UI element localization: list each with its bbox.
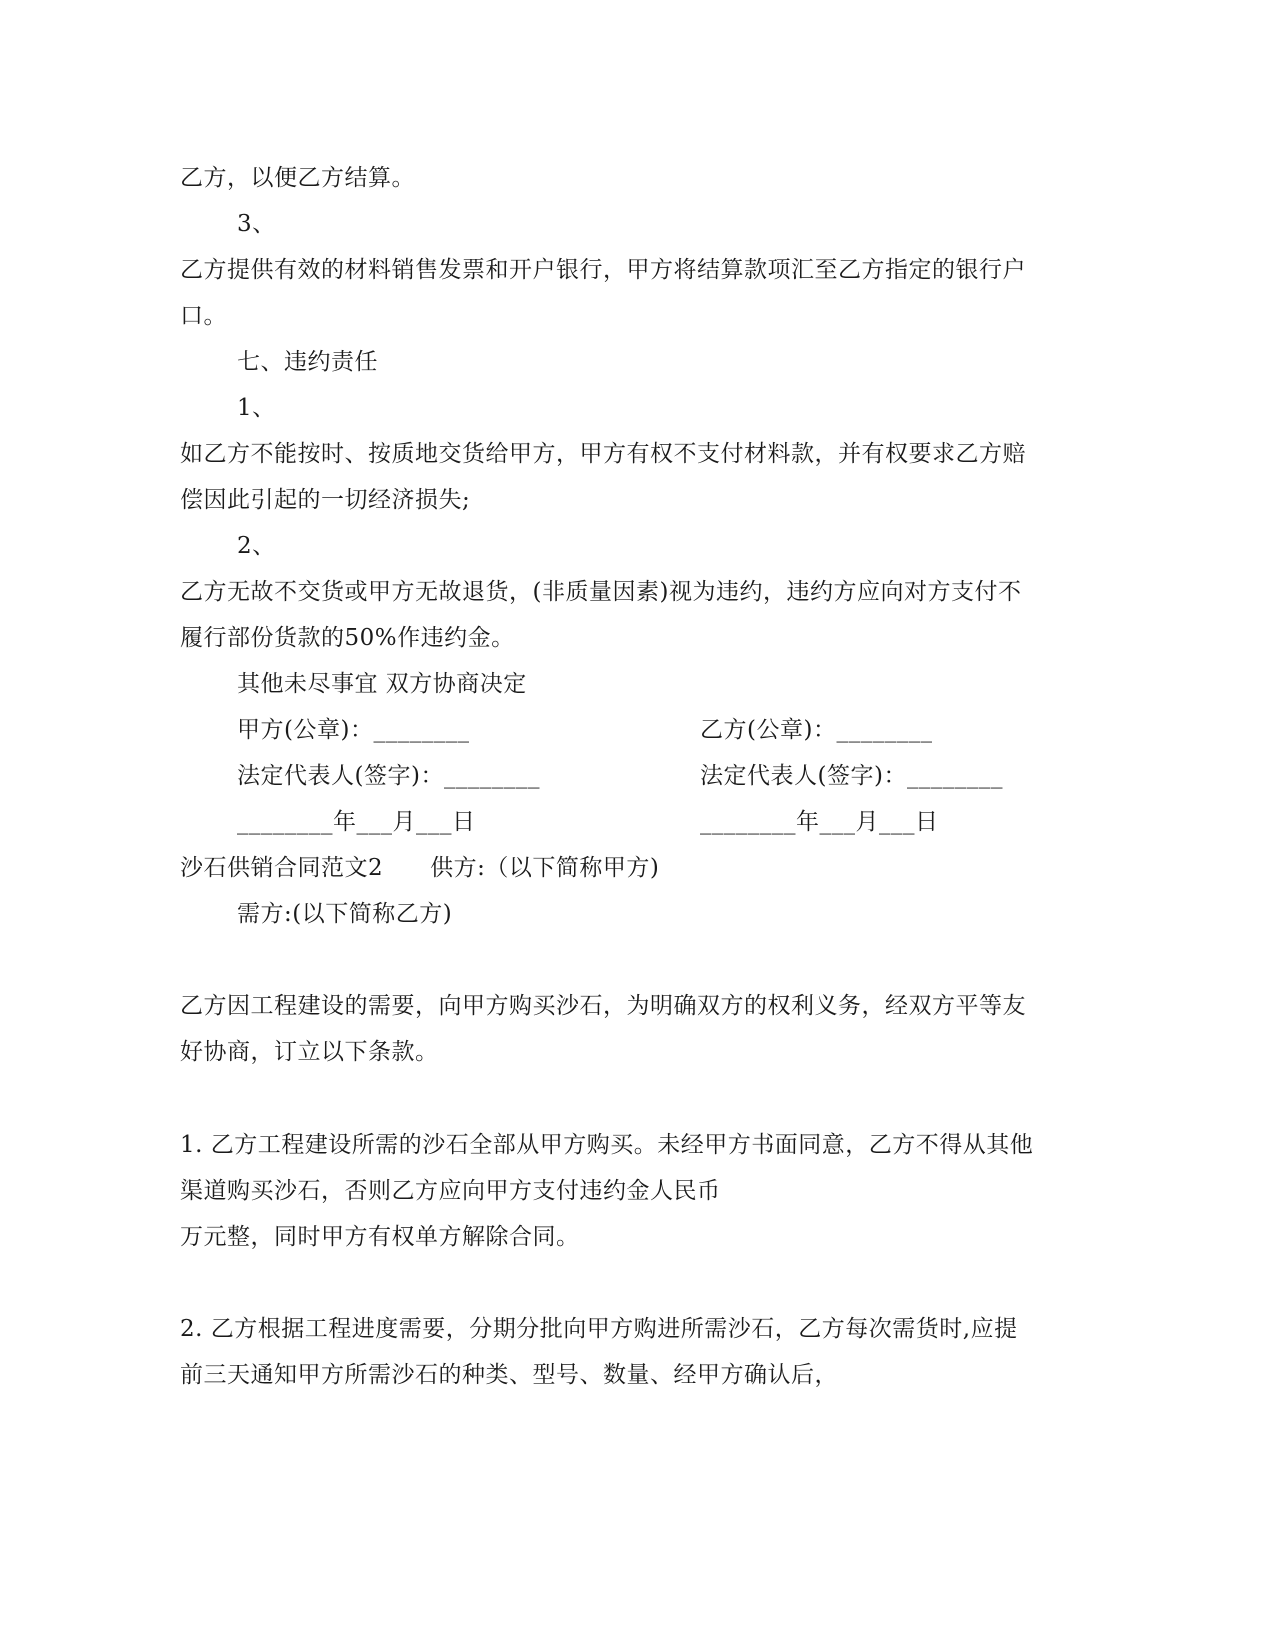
paragraph-line: 如乙方不能按时、按质地交货给甲方，甲方有权不支付材料款，并有权要求乙方赔 [180, 441, 1026, 467]
paragraph-line: 乙方，以便乙方结算。 [180, 165, 415, 191]
party-b-rep-line: 法定代表人(签字)：________ [700, 763, 1003, 789]
paragraph-line: 乙方无故不交货或甲方无故退货，(非质量因素)视为违约，违约方应向对方支付不 [180, 579, 1022, 605]
clause-number: 1、 [237, 395, 276, 421]
party-a-rep-line: 法定代表人(签字)：________ [237, 763, 540, 789]
paragraph-line: 偿因此引起的一切经济损失; [180, 487, 471, 513]
party-b-seal-line: 乙方(公章)：________ [700, 717, 933, 743]
paragraph-line: 其他未尽事宜 双方协商决定 [237, 671, 527, 697]
clause-2-line: 2. 乙方根据工程进度需要，分期分批向甲方购进所需沙石，乙方每次需货时,应提 [180, 1316, 1018, 1342]
paragraph-line: 口。 [180, 303, 227, 329]
intro-line: 乙方因工程建设的需要，向甲方购买沙石，为明确双方的权利义务，经双方平等友 [180, 993, 1026, 1019]
party-b-date-line: ________年___月___日 [700, 809, 939, 835]
clause-2-line: 前三天通知甲方所需沙石的种类、型号、数量、经甲方确认后， [180, 1362, 838, 1388]
party-a-date-line: ________年___月___日 [237, 809, 476, 835]
clause-number: 3、 [237, 211, 276, 237]
intro-line: 好协商，订立以下条款。 [180, 1039, 439, 1065]
clause-1-line: 1. 乙方工程建设所需的沙石全部从甲方购买。未经甲方书面同意，乙方不得从其他 [180, 1132, 1034, 1158]
party-a-seal-line: 甲方(公章)：________ [237, 717, 470, 743]
second-contract-title: 沙石供销合同范文2 供方:（以下简称甲方) [180, 855, 660, 881]
clause-1-line: 渠道购买沙石，否则乙方应向甲方支付违约金人民币 [180, 1178, 721, 1204]
paragraph-line: 履行部份货款的50%作违约金。 [180, 625, 515, 651]
demander-line: 需方:(以下简称乙方) [237, 901, 453, 927]
clause-1-line: 万元整，同时甲方有权单方解除合同。 [180, 1224, 580, 1250]
paragraph-line: 乙方提供有效的材料销售发票和开户银行，甲方将结算款项汇至乙方指定的银行户 [180, 257, 1026, 283]
clause-number: 2、 [237, 533, 276, 559]
section-heading: 七、违约责任 [237, 349, 378, 375]
